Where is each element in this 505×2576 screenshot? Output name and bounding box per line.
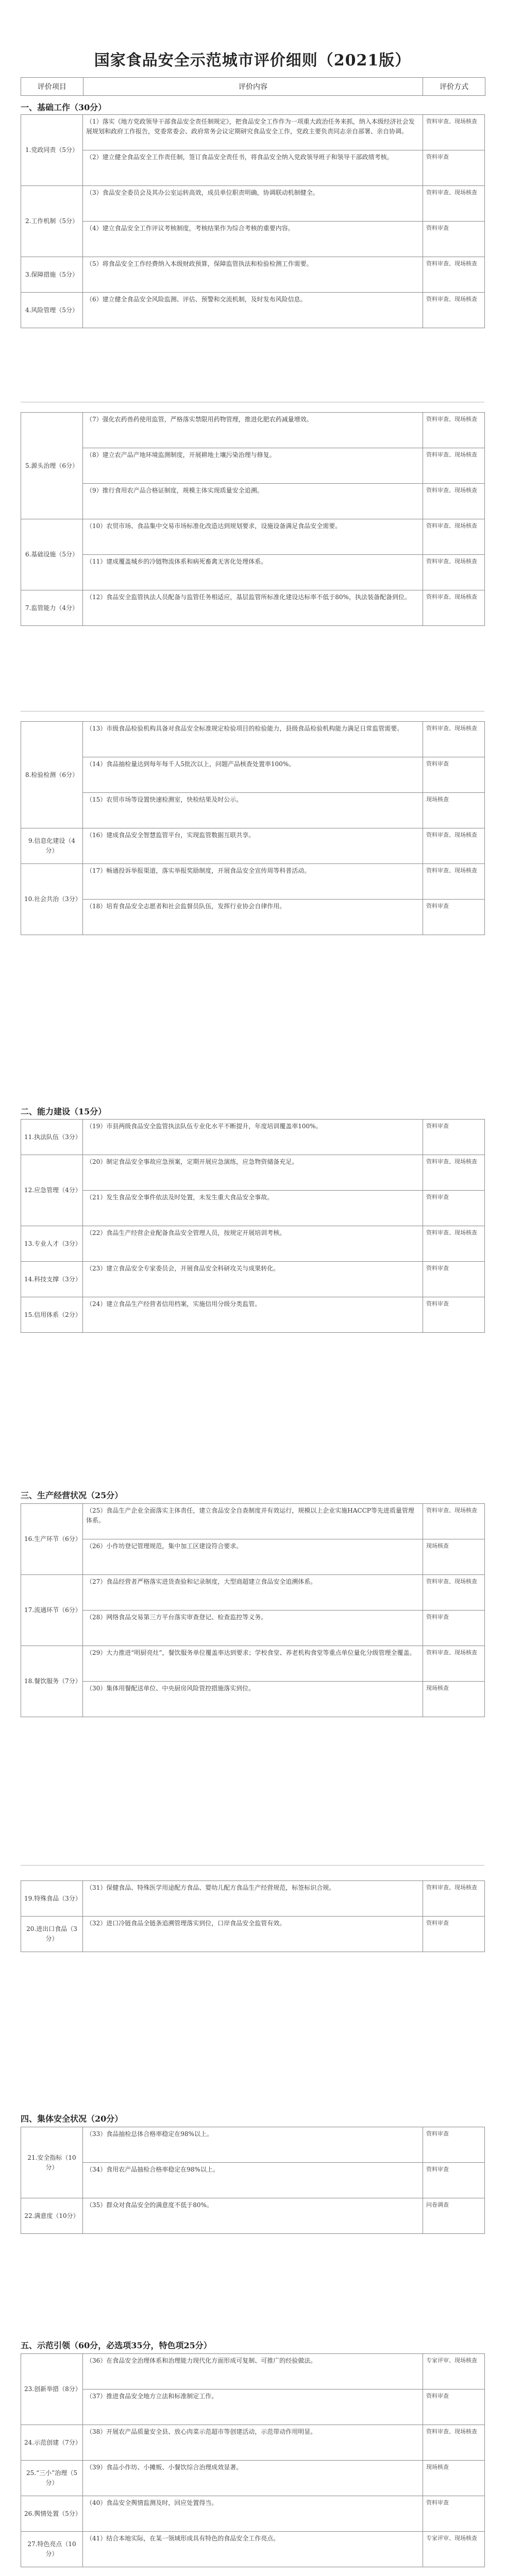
criteria-content-cell: （4）建立食品安全工作评议考核制度，考核结果作为综合考核的重要内容。 [83, 222, 423, 257]
section-heading: 四、集体安全状况（20分） [21, 2114, 123, 2124]
criteria-item-cell: 10.社会共治（3分） [21, 864, 83, 935]
criteria-method-cell: 资料审查 [423, 2127, 485, 2163]
criteria-item-cell: 26.舆情处置（5分） [21, 2496, 83, 2532]
table-row [21, 555, 485, 590]
criteria-item-cell: 5.源头治理（6分） [21, 413, 83, 519]
criteria-table [21, 412, 485, 626]
criteria-table [21, 1880, 485, 1952]
criteria-item-cell: 21.安全指标（10分） [21, 2127, 83, 2198]
criteria-content-cell: （31）保健食品、特殊医学用途配方食品、婴幼儿配方食品生产经营规范，标签标识合规。 [83, 1881, 423, 1917]
criteria-method-cell: 资料审查 [423, 900, 485, 935]
section-heading: 五、示范引领（60分，必选项35分，特色项25分） [21, 2341, 212, 2350]
criteria-method-cell: 资料审查 [423, 2163, 485, 2198]
criteria-content-cell: （33）食品抽检总体合格率稳定在98%以上。 [83, 2127, 423, 2163]
table-row [21, 2198, 485, 2234]
table-row [21, 1155, 485, 1191]
criteria-method-cell: 现场核查 [423, 1539, 485, 1575]
criteria-method-cell: 资料审查、现场核查 [423, 590, 485, 626]
criteria-item-cell: 8.检验检测（6分） [21, 722, 83, 828]
table-row [21, 222, 485, 257]
table-row [21, 590, 485, 626]
criteria-method-cell: 资料审查 [423, 150, 485, 186]
criteria-method-cell: 资料审查 [423, 1262, 485, 1297]
criteria-method-cell: 资料审查、现场核查 [423, 448, 485, 484]
criteria-content-cell: （36）在食品安全治理体系和治理能力现代化方面形成可复制、可推广的经验做法。 [83, 2354, 423, 2389]
criteria-method-cell: 专家评审、现场核查 [423, 2532, 485, 2567]
criteria-method-cell: 资料审查、现场核查 [423, 864, 485, 900]
criteria-method-cell: 资料审查 [423, 1191, 485, 1226]
table-row [21, 1226, 485, 1262]
table-row [21, 1881, 485, 1917]
criteria-item-cell: 19.特殊食品（3分） [21, 1881, 83, 1917]
criteria-item-cell: 3.保障措施（5分） [21, 257, 83, 293]
table-row [21, 1539, 485, 1575]
criteria-method-cell: 现场核查 [423, 1682, 485, 1717]
criteria-method-cell: 资料审查、现场核查 [423, 115, 485, 150]
table-row [21, 2354, 485, 2389]
table-row [21, 864, 485, 900]
criteria-item-cell: 23.创新举措（8分） [21, 2354, 83, 2425]
criteria-content-cell: （39）食品小作坊、小摊贩、小餐饮综合治理成效显著。 [83, 2461, 423, 2496]
criteria-method-cell: 资料审查、现场核查 [423, 257, 485, 293]
criteria-content-cell: （12）食品安全监管执法人员配备与监管任务相适应，基层监管所标准化建设达标率不低于80%，执法装备配备到位。 [83, 590, 423, 626]
criteria-method-cell: 资料审查、现场核查 [423, 1226, 485, 1262]
table-row [21, 2532, 485, 2567]
criteria-table [21, 2353, 485, 2567]
criteria-method-cell: 资料审查 [423, 2496, 485, 2532]
table-row [21, 293, 485, 328]
criteria-item-cell: 11.执法队伍（3分） [21, 1120, 83, 1155]
criteria-content-cell: （16）建成食品安全智慧监管平台，实现监管数据互联共享。 [83, 828, 423, 864]
criteria-item-cell: 15.信用体系（2分） [21, 1297, 83, 1333]
criteria-method-cell: 资料审查、现场核查 [423, 1881, 485, 1917]
criteria-method-cell: 资料审查 [423, 1611, 485, 1646]
criteria-item-cell: 1.党政同责（5分） [21, 115, 83, 186]
criteria-item-cell: 6.基础设施（5分） [21, 519, 83, 590]
table-row [21, 1262, 485, 1297]
criteria-item-cell: 14.科技支撑（3分） [21, 1262, 83, 1297]
table-row [21, 448, 485, 484]
table-row [21, 1611, 485, 1646]
criteria-method-cell: 资料审查 [423, 2389, 485, 2425]
table-row [21, 1646, 485, 1682]
table-row [21, 1682, 485, 1717]
table-row [21, 150, 485, 186]
criteria-content-cell: （5）将食品安全工作经费纳入本级财政预算，保障监管执法和检验检测工作需要。 [83, 257, 423, 293]
table-row [21, 2461, 485, 2496]
table-row [21, 757, 485, 793]
criteria-content-cell: （22）食品生产经营企业配备食品安全管理人员，按规定开展培训考核。 [83, 1226, 423, 1262]
criteria-method-cell: 资料审查、现场核查 [423, 1575, 485, 1611]
criteria-item-cell: 16.生产环节（6分） [21, 1504, 83, 1575]
criteria-content-cell: （13）市级食品检验机构具备对食品安全标准规定检验项目的检验能力，县级食品检验机构能力满足日常监管需要。 [83, 722, 423, 757]
table-row [21, 2163, 485, 2198]
criteria-content-cell: （17）畅通投诉举报渠道，落实举报奖励制度，开展食品安全宣传周等科普活动。 [83, 864, 423, 900]
criteria-method-cell: 现场核查 [423, 793, 485, 828]
column-header-item: 评价项目 [21, 78, 83, 95]
criteria-item-cell: 12.应急管理（4分） [21, 1155, 83, 1226]
criteria-method-cell: 资料审查 [423, 1917, 485, 1952]
table-row [21, 1120, 485, 1155]
criteria-item-cell: 9.信息化建设（4分） [21, 828, 83, 864]
criteria-method-cell: 资料审查、现场核查 [423, 413, 485, 448]
criteria-item-cell: 25.“三小”治理（5分） [21, 2461, 83, 2496]
table-row [21, 793, 485, 828]
table-row [21, 2496, 485, 2532]
section-heading: 二、能力建设（15分） [21, 1107, 107, 1116]
criteria-method-cell: 资料审查 [423, 222, 485, 257]
table-row [21, 413, 485, 448]
criteria-content-cell: （38）开展农产品质量安全县、放心肉菜示范超市等创建活动，示范带动作用明显。 [83, 2425, 423, 2461]
criteria-content-cell: （18）培育食品安全志愿者和社会监督员队伍，发挥行业协会自律作用。 [83, 900, 423, 935]
criteria-item-cell: 27.特色亮点（10分） [21, 2532, 83, 2567]
table-row [21, 1917, 485, 1952]
criteria-table [21, 721, 485, 935]
criteria-content-cell: （2）建立健全食品安全工作责任制，签订食品安全责任书，将食品安全纳入党政领导班子和领导干部政绩考核。 [83, 150, 423, 186]
criteria-method-cell: 资料审查、现场核查 [423, 2425, 485, 2461]
divider [21, 1865, 484, 1866]
criteria-table [21, 1119, 485, 1333]
criteria-method-cell: 资料审查、现场核查 [423, 1504, 485, 1539]
table-row [21, 1575, 485, 1611]
criteria-content-cell: （32）进口冷链食品全链条追溯管理落实到位，口岸食品安全监管有效。 [83, 1917, 423, 1952]
criteria-content-cell: （26）小作坊登记管理规范，集中加工区建设符合要求。 [83, 1539, 423, 1575]
criteria-content-cell: （10）农贸市场、食品集中交易市场标准化改造达到规划要求，设施设备满足食品安全需要。 [83, 519, 423, 555]
criteria-content-cell: （21）发生食品安全事件依法及时处置，未发生重大食品安全事故。 [83, 1191, 423, 1226]
criteria-content-cell: （27）食品经营者严格落实进货查验和记录制度，大型商超建立食品安全追溯体系。 [83, 1575, 423, 1611]
criteria-content-cell: （30）集体用餐配送单位、中央厨房风险管控措施落实到位。 [83, 1682, 423, 1717]
table-row [21, 115, 485, 150]
table-row [21, 828, 485, 864]
criteria-content-cell: （34）食用农产品抽检合格率稳定在98%以上。 [83, 2163, 423, 2198]
criteria-content-cell: （37）推进食品安全地方立法和标准制定工作。 [83, 2389, 423, 2425]
criteria-content-cell: （6）建立健全食品安全风险监测、评估、预警和交流机制，及时发布风险信息。 [83, 293, 423, 328]
table-row [21, 2127, 485, 2163]
table-row [21, 484, 485, 519]
criteria-item-cell: 22.满意度（10分） [21, 2198, 83, 2234]
criteria-content-cell: （11）建成覆盖城乡的冷链物流体系和病死畜禽无害化处理体系。 [83, 555, 423, 590]
criteria-method-cell: 资料审查、现场核查 [423, 828, 485, 864]
criteria-method-cell: 资料审查、现场核查 [423, 1155, 485, 1191]
table-row [21, 900, 485, 935]
criteria-method-cell: 资料审查、现场核查 [423, 555, 485, 590]
section-heading: 三、生产经营状况（25分） [21, 1490, 123, 1500]
criteria-method-cell: 资料审查、现场核查 [423, 293, 485, 328]
table-row [21, 257, 485, 293]
criteria-content-cell: （14）食品抽检量达到每年每千人5批次以上，问题产品核查处置率100%。 [83, 757, 423, 793]
table-row [21, 1297, 485, 1333]
criteria-content-cell: （8）建立农产品产地环境监测制度，开展耕地土壤污染治理与修复。 [83, 448, 423, 484]
criteria-content-cell: （7）强化农药兽药使用监管，严格落实禁限用药物管理，推进化肥农药减量增效。 [83, 413, 423, 448]
table-row [21, 1191, 485, 1226]
table-row [21, 722, 485, 757]
section-heading: 一、基础工作（30分） [21, 103, 107, 112]
criteria-content-cell: （41）结合本地实际，在某一领域形成具有特色的食品安全工作亮点。 [83, 2532, 423, 2567]
table-row [21, 186, 485, 222]
criteria-method-cell: 问卷调查 [423, 2198, 485, 2234]
column-header-method: 评价方式 [440, 83, 469, 91]
criteria-content-cell: （24）建立食品生产经营者信用档案，实施信用分级分类监管。 [83, 1297, 423, 1333]
criteria-table [21, 1503, 485, 1717]
criteria-method-cell: 资料审查、现场核查 [423, 1646, 485, 1682]
criteria-item-cell: 7.监管能力（4分） [21, 590, 83, 626]
criteria-table [21, 114, 485, 328]
criteria-item-cell: 2.工作机制（5分） [21, 186, 83, 257]
criteria-method-cell: 资料审查、现场核查 [423, 186, 485, 222]
table-row [21, 2389, 485, 2425]
criteria-item-cell: 24.示范创建（7分） [21, 2425, 83, 2461]
criteria-item-cell: 17.流通环节（6分） [21, 1575, 83, 1646]
criteria-content-cell: （3）食品安全委员会及其办公室运转高效，成员单位职责明确，协调联动机制健全。 [83, 186, 423, 222]
criteria-content-cell: （19）市县两级食品安全监管执法队伍专业化水平不断提升，年度培训覆盖率100%。 [83, 1120, 423, 1155]
table-row [21, 519, 485, 555]
criteria-content-cell: （23）建立食品安全专家委员会，开展食品安全科研攻关与成果转化。 [83, 1262, 423, 1297]
criteria-method-cell: 资料审查 [423, 1297, 485, 1333]
criteria-method-cell: 现场核查 [423, 2461, 485, 2496]
criteria-item-cell: 20.进出口食品（3分） [21, 1917, 83, 1952]
criteria-content-cell: （35）群众对食品安全的满意度不低于80%。 [83, 2198, 423, 2234]
criteria-item-cell: 18.餐饮服务（7分） [21, 1646, 83, 1717]
column-header-content: 评价内容 [83, 78, 424, 95]
criteria-content-cell: （40）食品安全舆情监测及时，回应处置得当。 [83, 2496, 423, 2532]
table-row [21, 1504, 485, 1539]
criteria-table [21, 2127, 485, 2234]
criteria-content-cell: （1）落实《地方党政领导干部食品安全责任制规定》，把食品安全工作作为一项重大政治任务来抓，纳入本级经济社会发展规划和政府工作报告，党委常委会、政府常务会议定期研究食品安全工作，党政主要负责同志亲自部署、亲自协调。 [83, 115, 423, 150]
criteria-method-cell: 资料审查 [423, 1120, 485, 1155]
criteria-content-cell: （29）大力推进“明厨亮灶”，餐饮服务单位覆盖率达到要求；学校食堂、养老机构食堂等重点单位量化分级管理全覆盖。 [83, 1646, 423, 1682]
criteria-method-cell: 资料审查、现场核查 [423, 484, 485, 519]
criteria-item-cell: 4.风险管理（5分） [21, 293, 83, 328]
table-row [21, 2425, 485, 2461]
criteria-content-cell: （20）制定食品安全事故应急预案，定期开展应急演练，应急物资储备充足。 [83, 1155, 423, 1191]
criteria-content-cell: （28）网络食品交易第三方平台落实审查登记、检查监控等义务。 [83, 1611, 423, 1646]
criteria-method-cell: 资料审查、现场核查 [423, 519, 485, 555]
criteria-method-cell: 专家评审、现场核查 [423, 2354, 485, 2389]
criteria-content-cell: （15）农贸市场等设置快速检测室，快检结果及时公示。 [83, 793, 423, 828]
criteria-method-cell: 资料审查、现场核查 [423, 722, 485, 757]
document-title: 国家食品安全示范城市评价细则（2021版） [94, 52, 411, 70]
criteria-content-cell: （25）食品生产企业全面落实主体责任，建立食品安全自查制度并有效运行，规模以上企业实施HACCP等先进质量管理体系。 [83, 1504, 423, 1539]
criteria-item-cell: 13.专业人才（3分） [21, 1226, 83, 1262]
criteria-method-cell: 资料审查 [423, 757, 485, 793]
column-header-row [21, 77, 485, 96]
criteria-content-cell: （9）推行食用农产品合格证制度，规模主体实现质量安全追溯。 [83, 484, 423, 519]
